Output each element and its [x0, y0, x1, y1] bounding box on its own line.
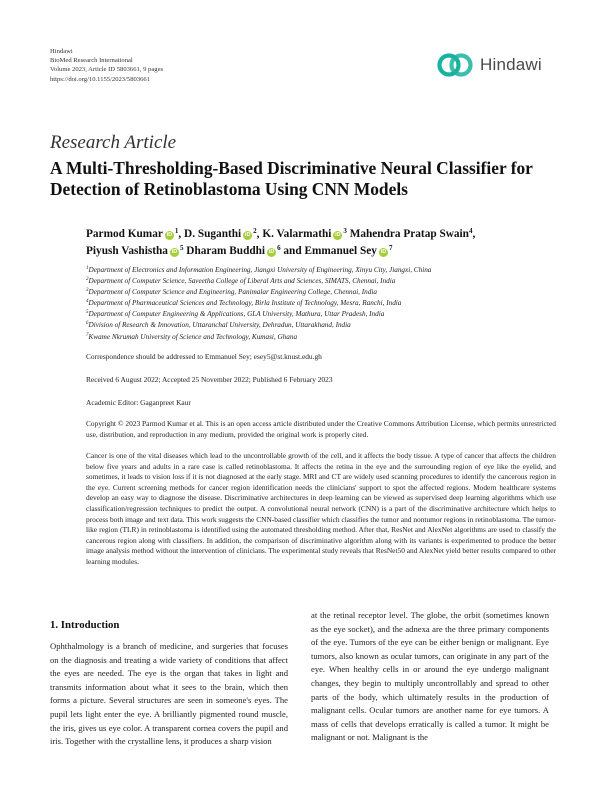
orcid-icon[interactable]: iD [166, 232, 173, 238]
affiliation: $^3$Department of Computer Science and Engineering, Panimalar Engineering College, Chennai, India [86, 288, 377, 297]
orcid-icon[interactable]: iD [244, 232, 251, 238]
author[interactable]: Dharam Buddhi iD $^6$ [186, 244, 281, 257]
publisher-name: Hindawi [50, 48, 73, 55]
author[interactable]: K. Valarmathi iD $^3$ [262, 227, 347, 240]
copyright-notice: Copyright © 2023 Parmod Kumar et al. This is an open access article distributed under the Creative Commons Attribution License, which permits unrestricted use, distribution, and reproduction in any medium, provided the original work is properly cited. [86, 419, 556, 439]
article-title: A Multi-Thresholding-Based Discriminative Neural Classifier for Detection of Retinoblastoma Using CNN Models [50, 158, 533, 199]
abstract: Cancer is one of the vital diseases which lead to the uncontrollable growth of the cell, and it affects the body tissue. A type of cancer that affects the children below five years and adults in a rare case is called retinoblastoma. It affects the retina in the eye and the surrounding region of eye like the eyelid, and sometimes, it leads to vision loss if it is not diagnosed at the early stage. MRI and CT are widely used scanning procedures to identify the cancerous region in the eye. Current screening methods for cancer region identification needs the clinicians' support to spot the affected regions. Modern healthcare systems develop an easy way to diagnose the disease. Discriminative architectures in deep learning can be viewed as supervised deep learning algorithms which use classification/regression techniques to predict the output. A convolutional neural network (CNN) is a part of the discriminative architecture which helps to process both image and text data. This work suggests the CNN-based classifier which classifies the tumor and nontumor regions in retinoblastoma. The tumor-like region (TLR) in retinoblastoma is identified using the automated thresholding method. After that, ResNet and AlexNet algorithms are used to classify the cancerous region along with classifiers. In addition, the comparison of discriminative algorithm along with its variants is experimented to produce the better image analysis method without the intervention of clinicians. The experimental study reveals that ResNet50 and AlexNet yield better results compared to other learning modules. [86, 451, 556, 566]
author-list [86, 226, 556, 260]
article-type: Research Article [50, 132, 177, 153]
affiliation: $^2$Department of Computer Science, Saveetha College of Liberal Arts and Sciences, SIMATS, Chennai, India [86, 277, 396, 286]
academic-editor: Academic Editor: Gaganpreet Kaur [86, 398, 191, 407]
publication-dates: Received 6 August 2022; Accepted 25 November 2022; Published 6 February 2023 [86, 375, 333, 384]
correspondence: Correspondence should be addressed to Emmanuel Sey; esey5@st.knust.edu.gh [86, 352, 322, 361]
hindawi-logo [436, 44, 556, 86]
affiliation: $^5$Department of Computer Engineering & Applications, GLA University, Mathura, Uttar Pradesh, India [86, 310, 385, 319]
journal-name: BioMed Research International [50, 57, 133, 65]
orcid-icon[interactable]: iD [171, 249, 178, 255]
affiliation-list [86, 265, 556, 343]
section-heading: 1. Introduction [50, 619, 120, 631]
logo-wordmark: Hindawi [480, 55, 542, 74]
author[interactable]: D. Suganthi iD $^2$, [184, 227, 260, 240]
body-text-right-column: at the retinal receptor level. The globe, the orbit (sometimes known as the eye socket), and the adnexa are the three primary components of the eye. Tumors of the eye can be either benign or malignant. Eye tumors, also known as ocular tumors, can originate in any part of the eye. When healthy cells in or around the eye undergo malignant changes, they begin to multiply uncontrollably and spread to other parts of the body, which ultimately results in the production of malignant cells. Ocular tumors are another name for eye tumors. A mass of cells that develops erratically is called a tumor. It might be malignant or not. Malignant is the [311, 610, 549, 743]
orcid-icon[interactable]: iD [335, 232, 341, 238]
volume-line: Volume 2023, Article ID 5803661, 9 pages [50, 66, 164, 74]
affiliation: $^1$Department of Electronics and Information Engineering, Jiangxi University of Engineering, Xinyu City, Jiangxi, China [86, 266, 432, 274]
author[interactable]: Mahendra Pratap Swain$^4$, [349, 227, 476, 240]
orcid-icon[interactable]: iD [380, 249, 387, 255]
author[interactable]: Parmod Kumar iD $^1$, [86, 227, 182, 240]
hindawi-logo-icon [436, 48, 474, 82]
author[interactable]: Piyush Vashistha iD $^5$ [86, 244, 184, 257]
author[interactable]: and Emmanuel Sey iD $^7$ [283, 244, 393, 257]
affiliation: $^7$Kwame Nkrumah University of Science and Technology, Kumasi, Ghana [86, 332, 298, 341]
orcid-icon[interactable]: iD [268, 249, 275, 255]
body-text-left-column: Ophthalmology is a branch of medicine, and surgeries that focuses on the diagnosis and treating a wide variety of conditions that affect the eyes are needed. The eye is the organ that takes in light and transmits information about what it sees to the brain, which then forms a picture. Several structures are seen in someone's eyes. The pupil lets light enter the eye. A brilliantly pigmented round muscle, the iris, gives us eye color. A transparent cornea covers the pupil and iris. Together with the crystalline lens, it produces a sharp vision [50, 641, 288, 747]
affiliation: $^4$Department of Pharmaceutical Sciences and Technology, Birla Institute of Technology, Mesra, Ranchi, India [86, 299, 402, 308]
affiliation: $^6$Division of Research & Innovation, Uttaranchal University, Dehradun, Uttarakhand, India [86, 321, 351, 330]
doi-link[interactable]: https://doi.org/10.1155/2023/5803661 [50, 75, 151, 83]
journal-meta [50, 47, 163, 84]
